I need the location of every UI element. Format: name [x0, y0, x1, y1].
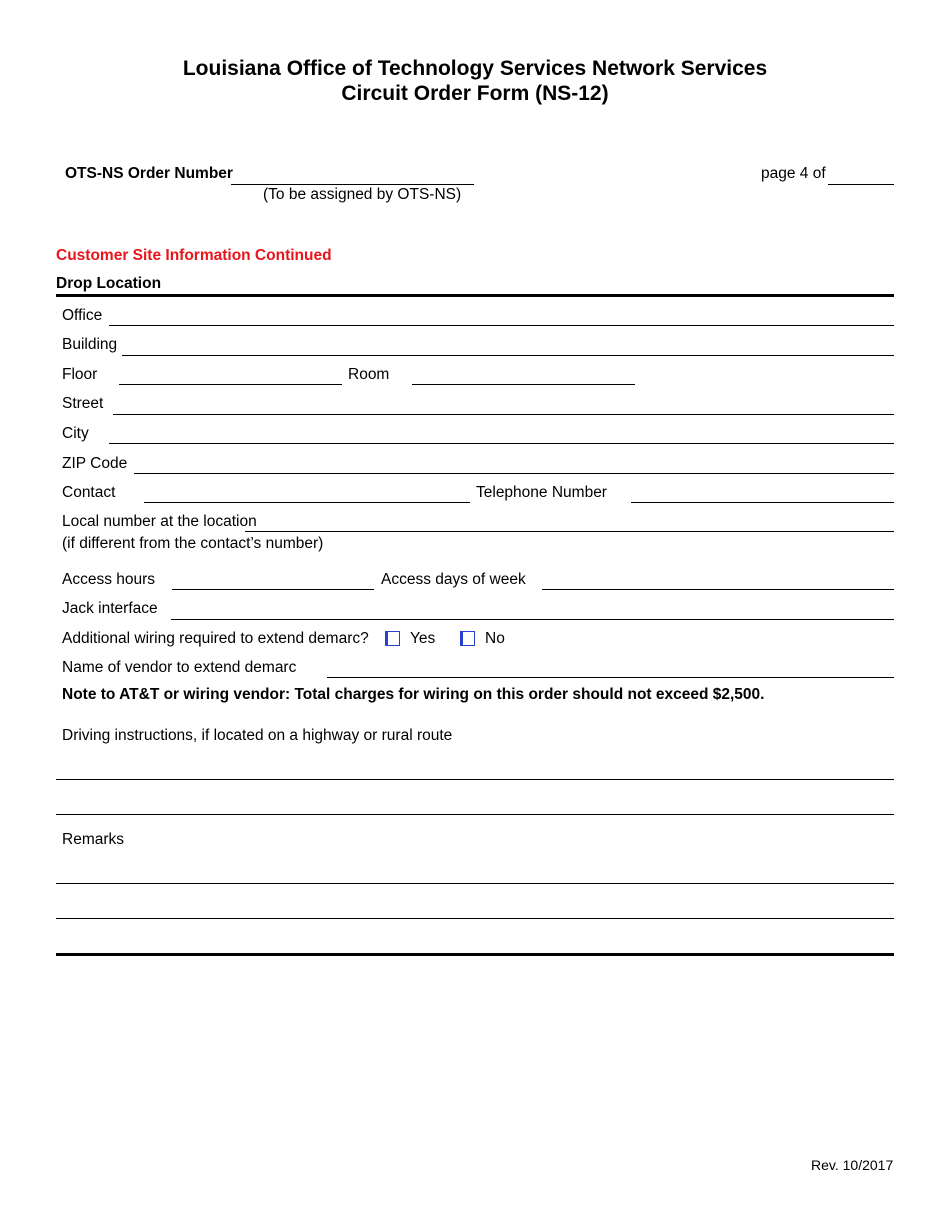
remarks-line2[interactable]: [56, 897, 894, 919]
section-top-rule: [56, 294, 894, 297]
page-label: page 4 of: [761, 165, 826, 182]
local-number-note: (if different from the contact’s number): [62, 535, 324, 552]
floor-input[interactable]: [119, 363, 342, 385]
building-input[interactable]: [122, 334, 894, 356]
telephone-label: Telephone Number: [476, 484, 607, 501]
order-number-input[interactable]: [231, 163, 474, 185]
revision-label: Rev. 10/2017: [811, 1157, 894, 1173]
jack-interface-label: Jack interface: [62, 600, 158, 617]
city-input[interactable]: [109, 422, 894, 444]
local-number-input[interactable]: [245, 510, 894, 532]
wiring-question-label: Additional wiring required to extend demarc?: [62, 630, 369, 647]
zip-input[interactable]: [134, 452, 894, 474]
wiring-no-checkbox[interactable]: [460, 631, 475, 646]
access-days-label: Access days of week: [381, 571, 526, 588]
contact-label: Contact: [62, 484, 116, 501]
telephone-input[interactable]: [631, 481, 894, 503]
vendor-label: Name of vendor to extend demarc: [62, 659, 297, 676]
driving-instructions-line1[interactable]: [56, 758, 894, 780]
section-bottom-rule: [56, 953, 894, 956]
city-label: City: [62, 425, 89, 442]
office-input[interactable]: [109, 304, 894, 326]
street-label: Street: [62, 395, 104, 412]
form-title-line2: Circuit Order Form (NS-12): [341, 82, 609, 105]
access-days-input[interactable]: [542, 568, 894, 590]
contact-input[interactable]: [144, 481, 470, 503]
driving-instructions-line2[interactable]: [56, 793, 894, 815]
remarks-line1[interactable]: [56, 862, 894, 884]
driving-instructions-label: Driving instructions, if located on a highway or rural route: [62, 727, 453, 744]
room-input[interactable]: [412, 363, 635, 385]
drop-location-heading: Drop Location: [56, 275, 162, 292]
local-number-label: Local number at the location: [62, 513, 257, 530]
access-hours-input[interactable]: [172, 568, 374, 590]
page-total-input[interactable]: [828, 163, 894, 185]
floor-label: Floor: [62, 366, 98, 383]
room-label: Room: [348, 366, 390, 383]
zip-label: ZIP Code: [62, 455, 128, 472]
order-number-note: (To be assigned by OTS-NS): [263, 186, 462, 203]
access-hours-label: Access hours: [62, 571, 156, 588]
wiring-yes-checkbox[interactable]: [385, 631, 400, 646]
street-input[interactable]: [113, 393, 894, 415]
remarks-label: Remarks: [62, 831, 125, 848]
office-label: Office: [62, 307, 103, 324]
vendor-input[interactable]: [327, 656, 894, 678]
section-heading: Customer Site Information Continued: [56, 247, 332, 264]
wiring-no-label: No: [485, 630, 505, 647]
form-title-line1: Louisiana Office of Technology Services Network Services: [182, 57, 768, 80]
order-number-label: OTS-NS Order Number: [65, 165, 233, 182]
wiring-yes-label: Yes: [410, 630, 436, 647]
wiring-charge-note: Note to AT&T or wiring vendor: Total charges for wiring on this order should not exceed $2,500.: [62, 686, 765, 703]
building-label: Building: [62, 336, 118, 353]
jack-interface-input[interactable]: [171, 598, 894, 620]
